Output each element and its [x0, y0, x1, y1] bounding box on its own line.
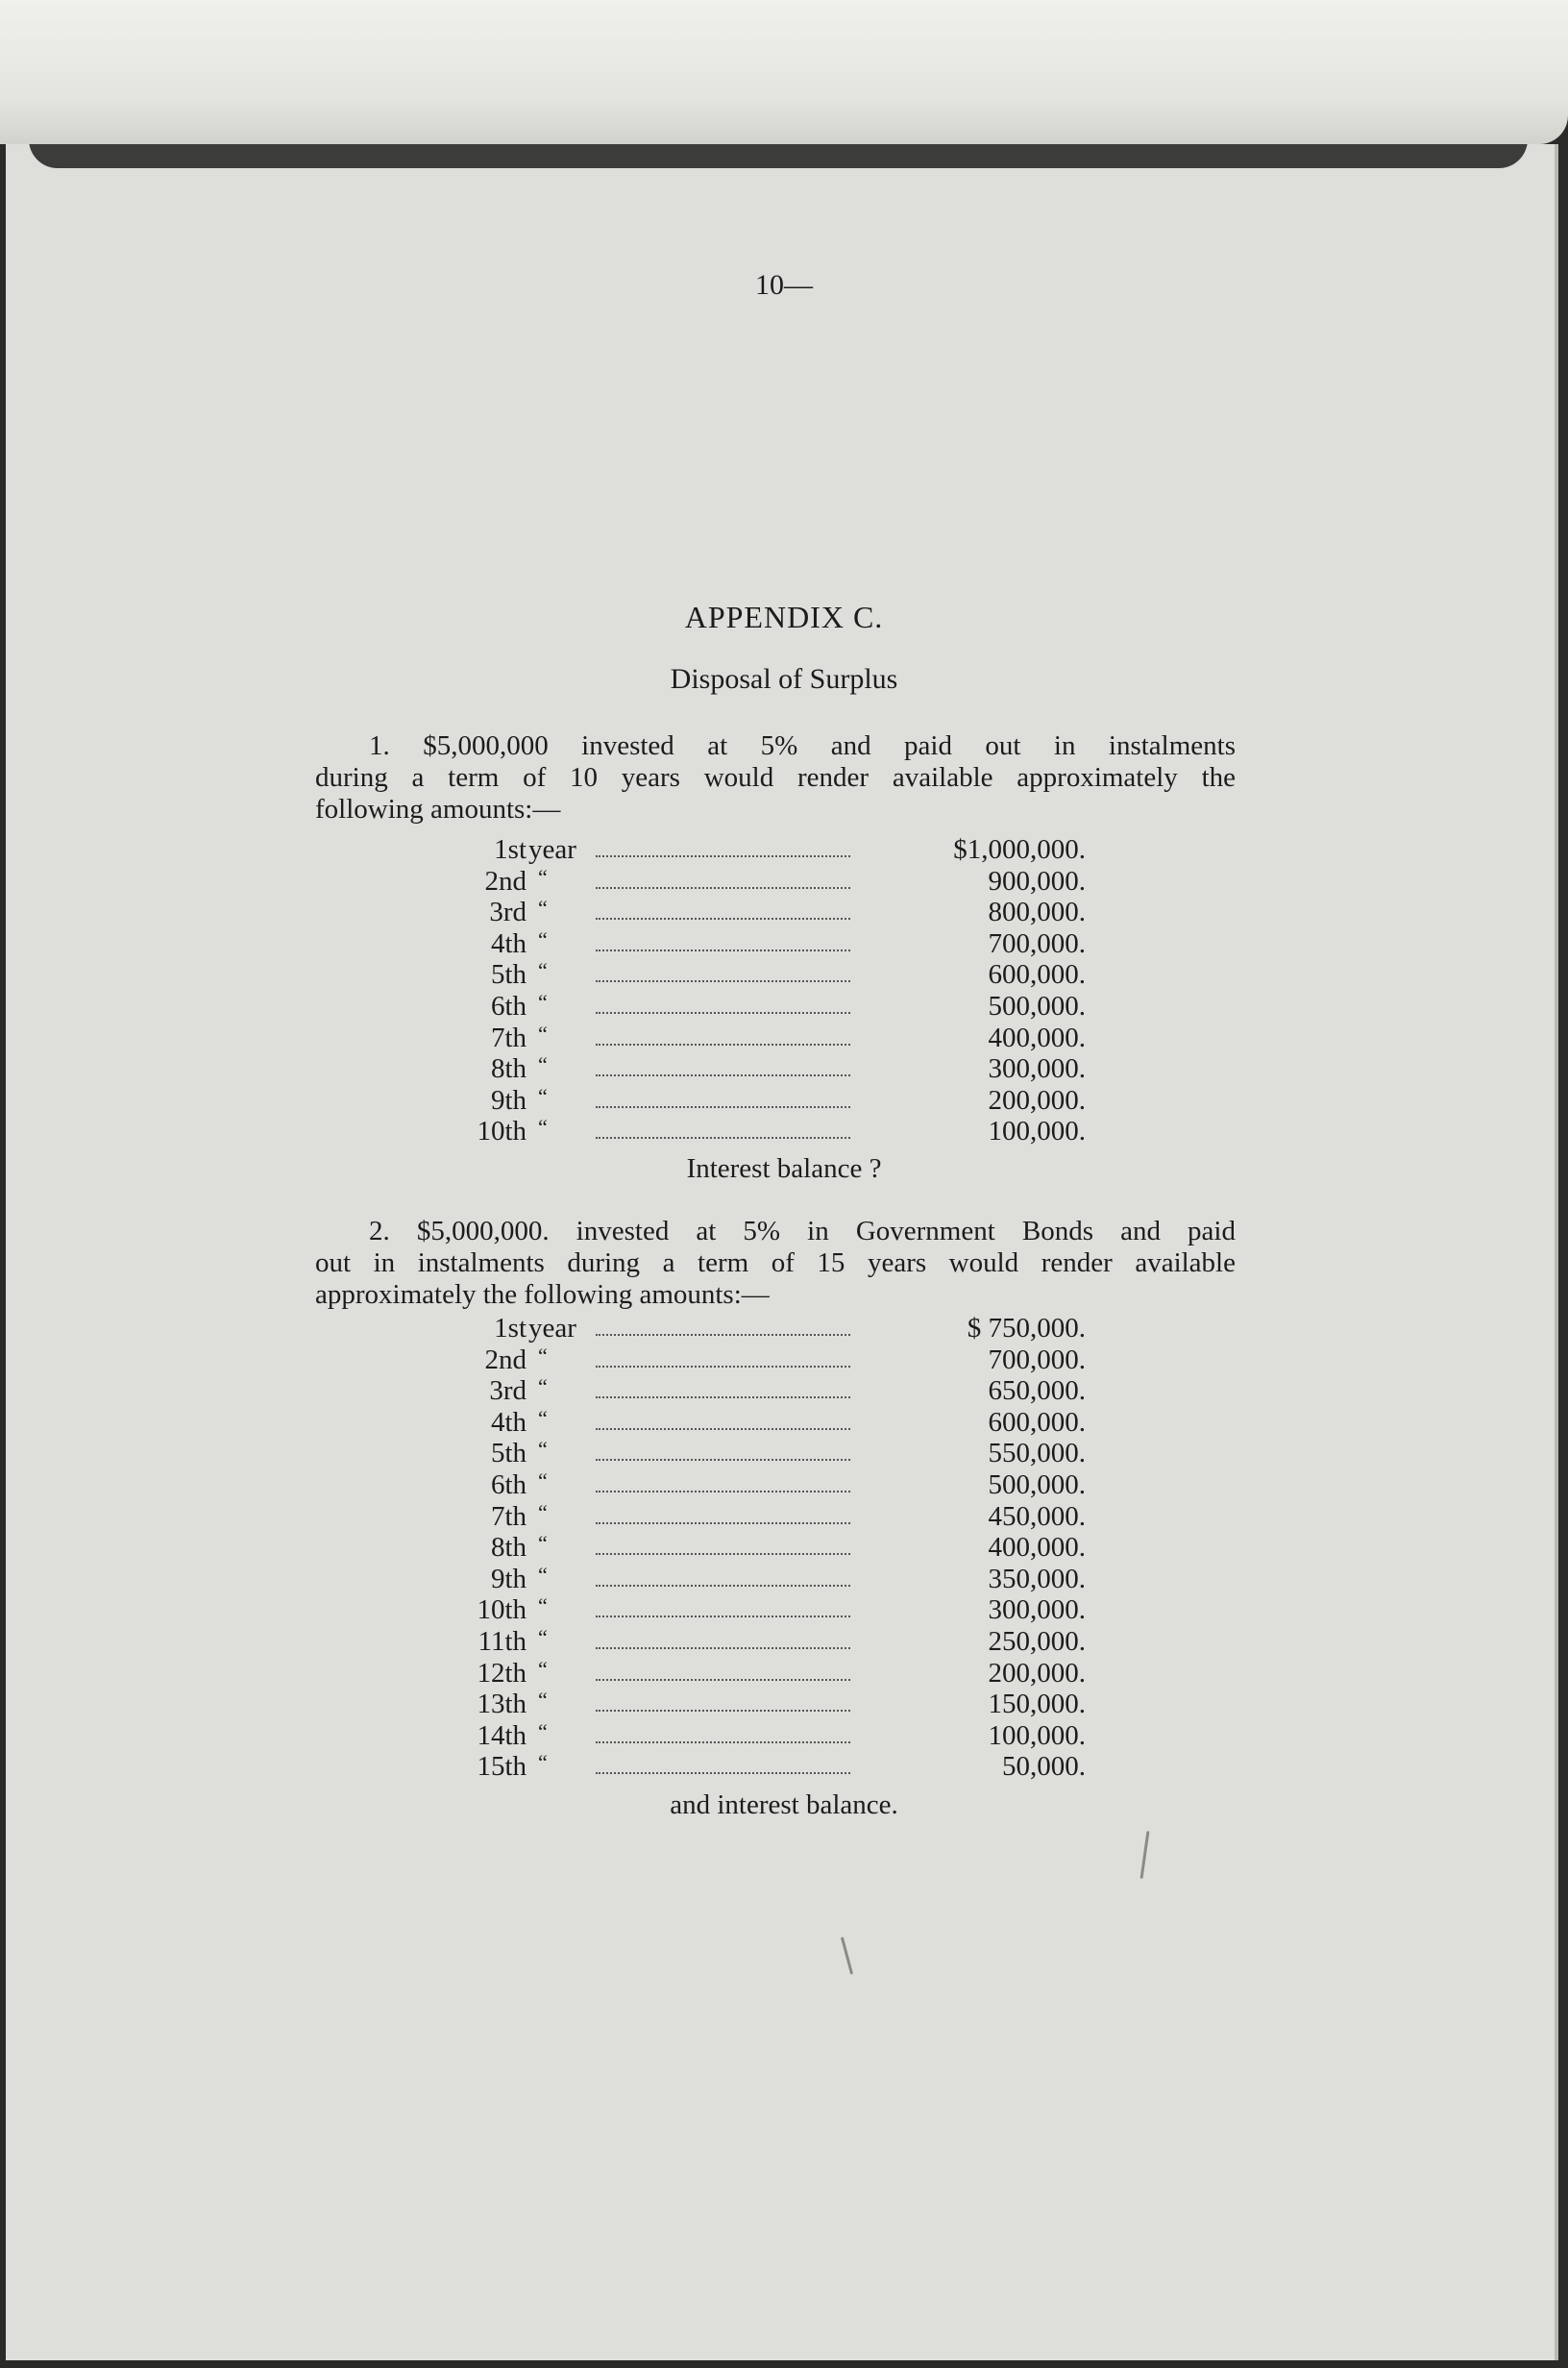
schedule-row	[452, 1116, 1086, 1147]
dot-leader	[596, 1428, 850, 1430]
year-unit: “	[538, 1688, 548, 1713]
amount: 100,000.	[988, 1719, 1086, 1751]
year-unit: year	[528, 1313, 576, 1344]
year-unit: “	[538, 1593, 548, 1618]
amount: 400,000.	[988, 1022, 1086, 1053]
section1-paragraph	[315, 730, 1236, 826]
year-ordinal: 10th	[477, 1116, 527, 1147]
amount: 700,000.	[988, 1344, 1086, 1375]
year-ordinal: 9th	[490, 1563, 527, 1594]
dot-leader	[596, 1491, 850, 1492]
year-ordinal: 2nd	[484, 1344, 527, 1375]
year-unit: “	[538, 1718, 548, 1743]
year-ordinal: 7th	[490, 1500, 527, 1532]
folded-top-flap	[0, 0, 1568, 144]
dot-leader	[596, 1459, 850, 1461]
paragraph-line: during a term of 10 years would render available approximately the	[315, 762, 1236, 793]
year-unit: “	[538, 1624, 548, 1649]
amount: 300,000.	[988, 1594, 1086, 1626]
dot-leader	[596, 918, 850, 920]
year-ordinal: 4th	[490, 1406, 527, 1438]
year-unit: year	[528, 834, 576, 865]
amount: $1,000,000.	[953, 834, 1086, 865]
paragraph-line: 2. $5,000,000. invested at 5% in Government Bonds and paid	[369, 1216, 1236, 1246]
dot-leader	[596, 1106, 850, 1108]
year-ordinal: 10th	[477, 1594, 527, 1626]
year-ordinal: 13th	[477, 1689, 527, 1720]
paragraph-line: approximately the following amounts:—	[315, 1279, 770, 1310]
year-ordinal: 2nd	[484, 865, 527, 897]
year-unit: “	[538, 1343, 548, 1368]
amount: 200,000.	[988, 1657, 1086, 1689]
dot-leader	[596, 1679, 850, 1681]
amount: $ 750,000.	[967, 1313, 1086, 1344]
dot-leader	[596, 1710, 850, 1712]
dot-leader	[596, 980, 850, 982]
year-unit: “	[538, 1468, 548, 1492]
year-ordinal: 3rd	[489, 897, 527, 928]
year-ordinal: 4th	[490, 927, 527, 959]
amount: 300,000.	[988, 1053, 1086, 1085]
year-unit: “	[538, 1437, 548, 1462]
amount: 150,000.	[988, 1689, 1086, 1720]
amount: 650,000.	[988, 1375, 1086, 1407]
dot-leader	[596, 950, 850, 951]
year-unit: “	[538, 1083, 548, 1108]
section1-schedule	[452, 834, 1086, 1147]
year-ordinal: 5th	[490, 959, 527, 991]
year-ordinal: 12th	[477, 1657, 527, 1689]
year-unit: “	[538, 864, 548, 889]
dot-leader	[596, 1137, 850, 1139]
section1-closing: Interest balance ?	[686, 1153, 882, 1184]
year-ordinal: 1st	[494, 834, 527, 865]
section2-paragraph	[315, 1216, 1236, 1311]
section2-schedule	[452, 1313, 1086, 1783]
year-ordinal: 1st	[494, 1313, 527, 1344]
paragraph-line: following amounts:—	[315, 794, 561, 825]
amount: 350,000.	[988, 1563, 1086, 1594]
appendix-title: APPENDIX C.	[684, 600, 884, 634]
appendix-subtitle: Disposal of Surplus	[670, 663, 898, 695]
amount: 600,000.	[988, 959, 1086, 991]
year-ordinal: 14th	[477, 1719, 527, 1751]
amount: 450,000.	[988, 1500, 1086, 1532]
dot-leader	[596, 1741, 850, 1743]
dot-leader	[596, 1772, 850, 1774]
amount: 700,000.	[988, 927, 1086, 959]
year-unit: “	[538, 958, 548, 983]
year-ordinal: 9th	[490, 1084, 527, 1116]
amount: 100,000.	[988, 1116, 1086, 1147]
amount: 900,000.	[988, 865, 1086, 897]
dot-leader	[596, 1616, 850, 1617]
paragraph-line: out in instalments during a term of 15 years would render available	[315, 1247, 1236, 1278]
year-unit: “	[538, 1021, 548, 1046]
schedule-row	[452, 1751, 1086, 1783]
year-unit: “	[538, 1052, 548, 1077]
year-ordinal: 5th	[490, 1438, 527, 1469]
amount: 400,000.	[988, 1532, 1086, 1564]
dot-leader	[596, 855, 850, 857]
amount: 200,000.	[988, 1084, 1086, 1116]
section2-closing: and interest balance.	[670, 1789, 898, 1820]
dot-leader	[596, 1585, 850, 1587]
paragraph-line: 1. $5,000,000 invested at 5% and paid out in instalments	[369, 730, 1236, 761]
year-ordinal: 6th	[490, 1468, 527, 1500]
year-unit: “	[538, 1405, 548, 1430]
year-ordinal: 8th	[490, 1532, 527, 1564]
dot-leader	[596, 1366, 850, 1368]
year-ordinal: 15th	[477, 1751, 527, 1783]
year-unit: “	[538, 1115, 548, 1140]
dot-leader	[596, 1396, 850, 1398]
amount: 600,000.	[988, 1406, 1086, 1438]
amount: 250,000.	[988, 1625, 1086, 1657]
dot-leader	[596, 1522, 850, 1524]
year-unit: “	[538, 989, 548, 1014]
year-unit: “	[538, 1374, 548, 1399]
amount: 500,000.	[988, 1468, 1086, 1500]
year-unit: “	[538, 1531, 548, 1556]
dot-leader	[596, 1012, 850, 1014]
year-unit: “	[538, 926, 548, 951]
amount: 550,000.	[988, 1438, 1086, 1469]
dot-leader	[596, 887, 850, 889]
dot-leader	[596, 1044, 850, 1046]
amount: 500,000.	[988, 990, 1086, 1022]
year-ordinal: 6th	[490, 990, 527, 1022]
year-ordinal: 11th	[478, 1625, 527, 1657]
dot-leader	[596, 1553, 850, 1555]
year-ordinal: 8th	[490, 1053, 527, 1085]
year-unit: “	[538, 1562, 548, 1587]
year-unit: “	[538, 1656, 548, 1681]
amount: 50,000.	[1002, 1751, 1086, 1783]
dot-leader	[596, 1647, 850, 1649]
year-ordinal: 7th	[490, 1022, 527, 1053]
amount: 800,000.	[988, 897, 1086, 928]
page-number: 10—	[755, 269, 813, 301]
year-unit: “	[538, 1499, 548, 1524]
year-ordinal: 3rd	[489, 1375, 527, 1407]
year-unit: “	[538, 1750, 548, 1775]
dot-leader	[596, 1334, 850, 1336]
year-unit: “	[538, 896, 548, 921]
dot-leader	[596, 1074, 850, 1076]
